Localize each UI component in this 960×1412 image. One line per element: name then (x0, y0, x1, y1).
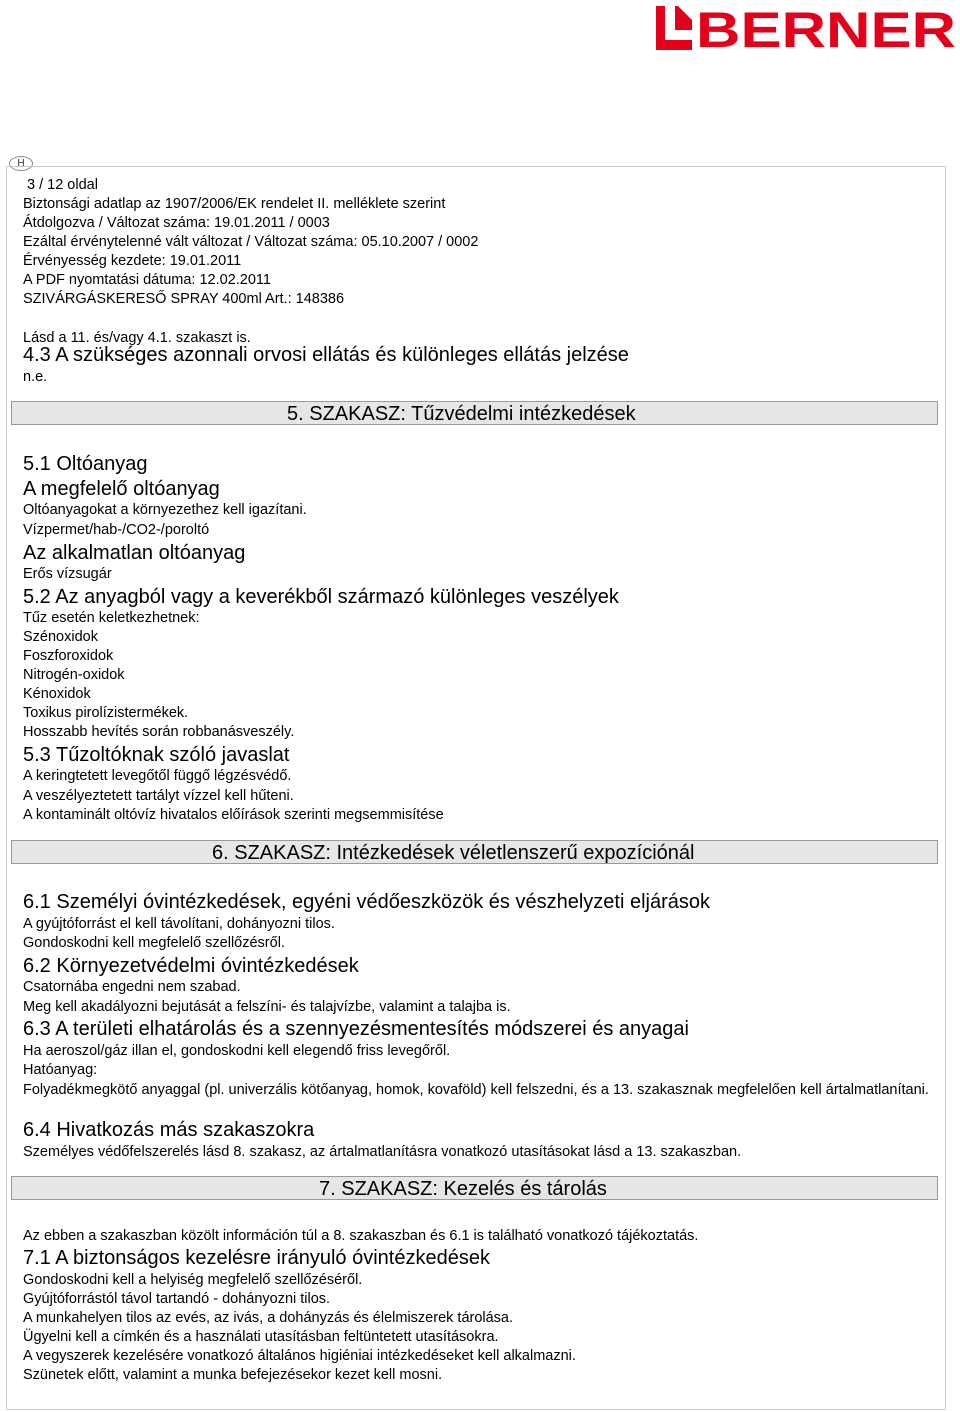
section-7-bar (11, 1176, 938, 1200)
heading-6-3: 6.3 A területi elhatárolás és a szennyezésmentesítés módszerei és anyagai (23, 1018, 689, 1040)
s5-3-line: A keringtetett levegőtől függő légzésvédő. (23, 768, 292, 784)
heading-4-3: 4.3 A szükséges azonnali orvosi ellátás és különleges ellátás jelzése (23, 344, 629, 366)
unsuitable-media-1: Erős vízsugár (23, 566, 112, 582)
section-7-title: 7. SZAKASZ: Kezelés és tárolás (319, 1178, 607, 1200)
section-5-bar (11, 401, 938, 425)
s4-3-text: n.e. (23, 369, 48, 385)
s7-1-line: Szünetek előtt, valamint a munka befejezésekor kezet kell mosni. (23, 1367, 443, 1383)
s6-3-line: Hatóanyag: (23, 1062, 98, 1078)
superseded-line: Ezáltal érvénytelenné vált változat / Változat száma: 05.10.2007 / 0002 (23, 234, 479, 250)
heading-6-1: 6.1 Személyi óvintézkedések, egyéni védőeszközök és vészhelyzeti eljárások (23, 891, 711, 913)
s7-1-line: A vegyszerek kezelésére vonatkozó általános higiéniai intézkedéseket kell alkalmazni. (23, 1348, 576, 1364)
section-5-title: 5. SZAKASZ: Tűzvédelmi intézkedések (287, 403, 636, 425)
section-6-title: 6. SZAKASZ: Intézkedések véletlenszerű expozíciónál (212, 842, 695, 864)
s7-1-line: Ügyelni kell a címkén és a használati utasításban feltüntetett utasításokra. (23, 1329, 499, 1345)
s6-3-line: Ha aeroszol/gáz illan el, gondoskodni kell elegendő friss levegőről. (23, 1043, 451, 1059)
berner-logo-mark (656, 6, 692, 50)
s6-1-line: Gondoskodni kell megfelelő szellőzésről. (23, 935, 285, 951)
regulation-line: Biztonsági adatlap az 1907/2006/EK rendelet II. melléklete szerint (23, 196, 446, 212)
revision-line: Átdolgozva / Változat száma: 19.01.2011 / 0003 (23, 215, 330, 231)
s6-2-line: Csatornába engedni nem szabad. (23, 979, 241, 995)
page-number: 3 / 12 oldal (27, 177, 98, 193)
s5-3-line: A kontaminált oltóvíz hivatalos előírások szerinti megsemmisítése (23, 807, 444, 823)
suitable-media-heading: A megfelelő oltóanyag (23, 478, 220, 500)
s5-3-line: A veszélyeztetett tartályt vízzel kell hűteni. (23, 788, 294, 804)
s5-2-line: Nitrogén-oxidok (23, 667, 125, 683)
heading-5-2: 5.2 Az anyagból vagy a keverékből származó különleges veszélyek (23, 586, 619, 608)
product-line: SZIVÁRGÁSKERESŐ SPRAY 400ml Art.: 148386 (23, 291, 345, 307)
suitable-media-1: Oltóanyagokat a környezethez kell igazítani. (23, 502, 307, 518)
s6-2-line: Meg kell akadályozni bejutását a felszíni- és talajvízbe, valamint a talajba is. (23, 999, 511, 1015)
s6-4-line: Személyes védőfelszerelés lásd 8. szakasz, az ártalmatlanításra vonatkozó utasításokat lásd a 13. szakaszban. (23, 1144, 742, 1160)
language-badge: H (9, 156, 33, 171)
s5-2-line: Szénoxidok (23, 629, 98, 645)
s5-2-line: Foszforoxidok (23, 648, 114, 664)
s5-2-line: Hosszabb hevítés során robbanásveszély. (23, 724, 295, 740)
heading-5-1: 5.1 Oltóanyag (23, 453, 148, 475)
berner-logo-text: BERNER (696, 4, 956, 52)
suitable-media-2: Vízpermet/hab-/CO2-/poroltó (23, 522, 210, 538)
s5-2-line: Kénoxidok (23, 686, 91, 702)
heading-7-1: 7.1 A biztonságos kezelésre irányuló óvintézkedések (23, 1247, 490, 1269)
heading-6-2: 6.2 Környezetvédelmi óvintézkedések (23, 955, 359, 977)
valid-from-line: Érvényesség kezdete: 19.01.2011 (23, 253, 242, 269)
s5-2-line: Toxikus pirolízistermékek. (23, 705, 189, 721)
print-date-line: A PDF nyomtatási dátuma: 12.02.2011 (23, 272, 271, 288)
berner-logo (656, 4, 958, 52)
s7-1-line: A munkahelyen tilos az evés, az ivás, a dohányzás és élelmiszerek tárolása. (23, 1310, 514, 1326)
s7-intro: Az ebben a szakaszban közölt információn túl a 8. szakaszban és 6.1 is található vonatkozó tájékoztatás. (23, 1228, 699, 1244)
s4-reference: Lásd a 11. és/vagy 4.1. szakaszt is. (23, 330, 251, 346)
heading-5-3: 5.3 Tűzoltóknak szóló javaslat (23, 744, 290, 766)
s7-1-line: Gyújtóforrástól távol tartandó - dohányozni tilos. (23, 1291, 331, 1307)
s7-1-line: Gondoskodni kell a helyiség megfelelő szellőzéséről. (23, 1272, 363, 1288)
heading-6-4: 6.4 Hivatkozás más szakaszokra (23, 1119, 315, 1141)
s5-2-line: Tűz esetén keletkezhetnek: (23, 610, 200, 626)
s6-1-line: A gyújtóforrást el kell távolítani, dohányozni tilos. (23, 916, 335, 932)
unsuitable-media-heading: Az alkalmatlan oltóanyag (23, 542, 246, 564)
s6-3-paragraph: Folyadékmegkötő anyaggal (pl. univerzális kötőanyag, homok, kovaföld) kell felszedni, és a 13. szakasznak megfelelően kell ártalmatlanítani. (23, 1082, 929, 1098)
section-6-bar (11, 840, 938, 864)
